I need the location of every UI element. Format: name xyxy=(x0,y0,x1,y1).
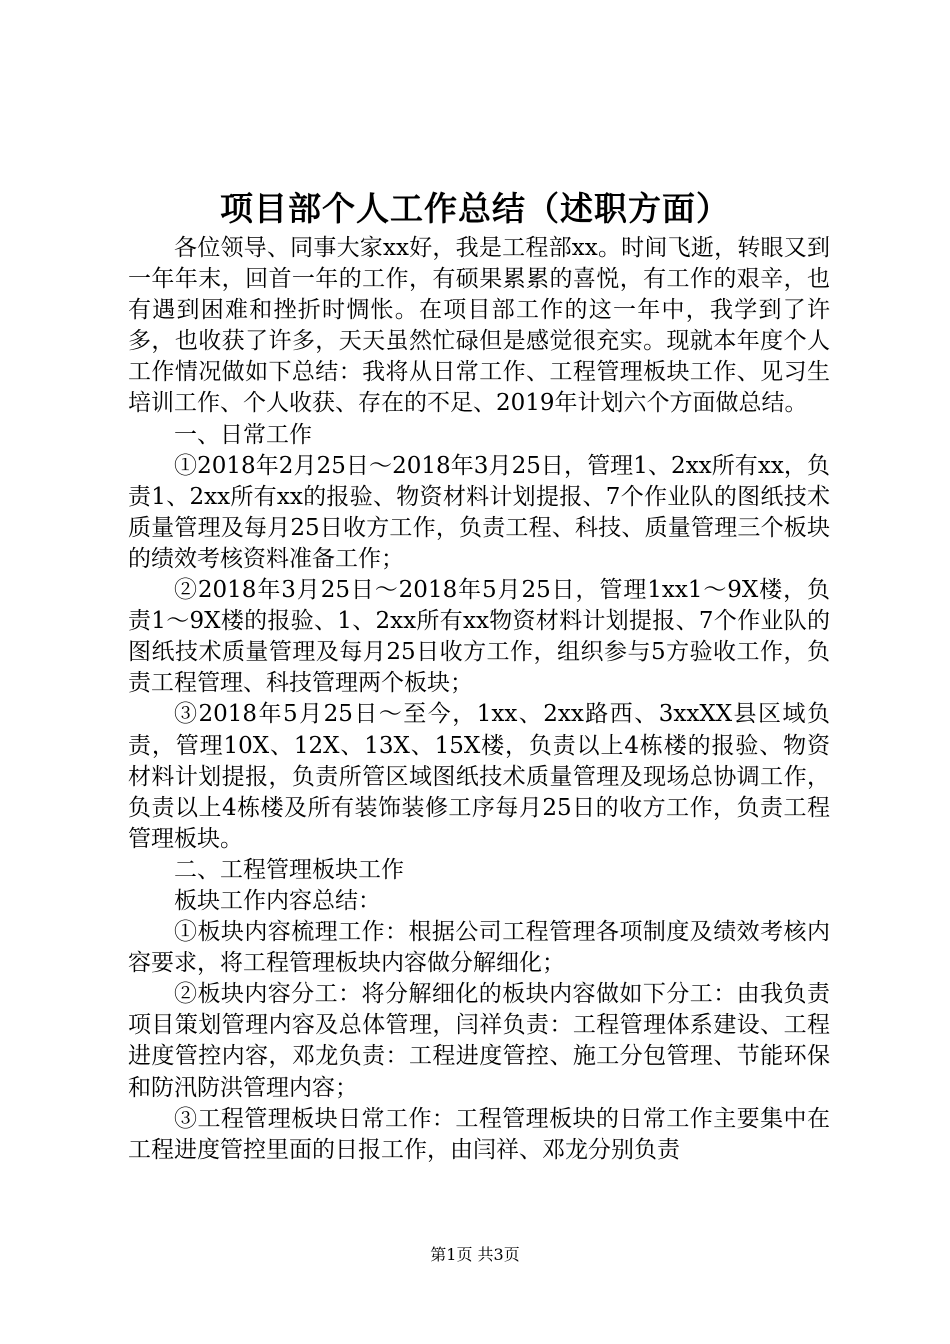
paragraph-item-2: ②板块内容分工：将分解细化的板块内容做如下分工：由我负责项目策划管理内容及总体管理，闫祥负责：工程管理体系建设、工程进度管控内容，邓龙负责：工程进度管控、施工分包管理、节能环保和防汛防洪管理内容； xyxy=(128,981,830,1101)
paragraph-period-3: ③2018年5月25日～至今，1xx、2xx路西、3xxXX县区域负责，管理10X、12X、13X、15X楼，负责以上4栋楼的报验、物资材料计划提报，负责所管区域图纸技术质量管理及现场总协调工作，负责以上4栋楼及所有装饰装修工序每月25日的收方工作，负责工程管理板块。 xyxy=(128,701,830,852)
paragraph-period-2: ②2018年3月25日～2018年5月25日，管理1xx1～9X楼，负责1～9X楼的报验、1、2xx所有xx物资材料计划提报、7个作业队的图纸技术质量管理及每月25日收方工作，组织参与5方验收工作，负责工程管理、科技管理两个板块； xyxy=(128,577,830,697)
document-title: 项目部个人工作总结（述职方面） xyxy=(220,189,730,228)
section-heading-engineering-management: 二、工程管理板块工作 xyxy=(174,856,404,883)
section-heading-daily-work: 一、日常工作 xyxy=(174,421,312,448)
paragraph-intro: 各位领导、同事大家xx好，我是工程部xx。时间飞逝，转眼又到一年年末，回首一年的工作，有硕果累累的喜悦，有工作的艰辛，也有遇到困难和挫折时惆怅。在项目部工作的这一年中，我学到了许多，也收获了许多，天天虽然忙碌但是感觉很充实。现就本年度个人工作情况做如下总结：我将从日常工作、工程管理板块工作、见习生培训工作、个人收获、存在的不足、2019年计划六个方面做总结。 xyxy=(128,235,830,417)
document-body xyxy=(128,233,830,1166)
paragraph-item-1: ①板块内容梳理工作：根据公司工程管理各项制度及绩效考核内容要求，将工程管理板块内容做分解细化； xyxy=(128,919,830,977)
paragraph-period-1: ①2018年2月25日～2018年3月25日，管理1、2xx所有xx，负责1、2xx所有xx的报验、物资材料计划提报、7个作业队的图纸技术质量管理及每月25日收方工作，负责工程、科技、质量管理三个板块的绩效考核资料准备工作； xyxy=(128,452,830,572)
paragraph-item-3: ③工程管理板块日常工作：工程管理板块的日常工作主要集中在工程进度管控里面的日报工作，由闫祥、邓龙分别负责 xyxy=(128,1105,830,1163)
page-number-footer: 第1页 共3页 xyxy=(430,1245,520,1264)
paragraph-summary-label: 板块工作内容总结： xyxy=(174,887,381,914)
